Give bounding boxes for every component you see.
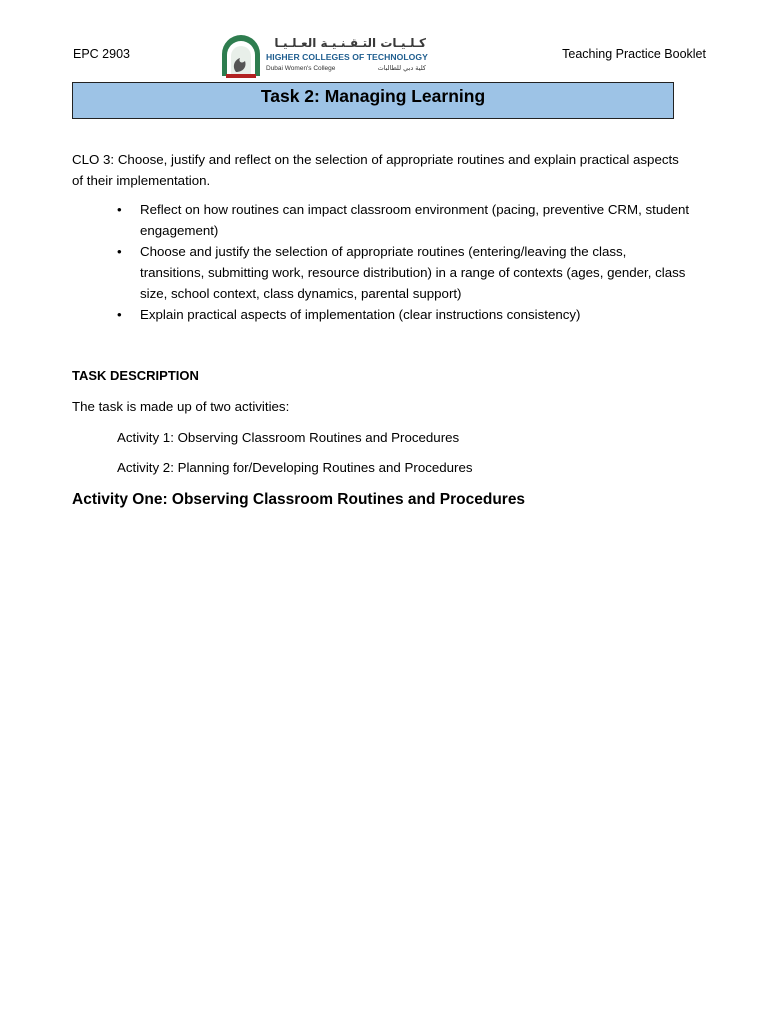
activity-one-heading: Activity One: Observing Classroom Routines and Procedures <box>72 491 526 508</box>
list-item <box>117 241 692 304</box>
bullet-icon: • <box>117 202 122 217</box>
logo-campus-arabic: كلية دبي للطالبات <box>377 64 426 72</box>
bullet-icon: • <box>117 307 122 322</box>
activity-item-1: Activity 1: Observing Classroom Routines and Procedures <box>117 430 460 445</box>
college-logo <box>218 34 428 78</box>
clo-section <box>72 149 692 325</box>
bullet-icon: • <box>117 244 122 259</box>
logo-english-name: HIGHER COLLEGES OF TECHNOLOGY <box>266 52 428 62</box>
course-code: EPC 2903 <box>73 47 130 61</box>
logo-campus-english: Dubai Women's College <box>266 65 336 72</box>
task-description-heading: TASK DESCRIPTION <box>72 368 199 383</box>
bullet-text: Reflect on how routines can impact classroom environment (pacing, preventive CRM, student engagement) <box>140 202 690 238</box>
list-item <box>117 199 692 241</box>
logo-arabic-name: كـلـيـات التـقـنـيـة العـلـيـا <box>274 36 426 50</box>
bullet-text: Choose and justify the selection of appropriate routines (entering/leaving the class, transitions, submitting work, resource distribution) in a range of contexts (ages, gender, class size, school context, class dynamics, parental support) <box>140 244 686 301</box>
clo-statement: CLO 3: Choose, justify and reflect on the selection of appropriate routines and explain practical aspects of their implementation. <box>72 152 679 188</box>
booklet-title: Teaching Practice Booklet <box>562 47 706 61</box>
bullet-text: Explain practical aspects of implementation (clear instructions consistency) <box>140 307 581 322</box>
list-item <box>117 304 692 325</box>
task-title-box <box>72 82 674 119</box>
clo-bullet-list <box>72 199 692 325</box>
task-title: Task 2: Managing Learning <box>260 86 486 106</box>
task-description-intro: The task is made up of two activities: <box>72 399 290 414</box>
activity-item-2: Activity 2: Planning for/Developing Routines and Procedures <box>117 460 473 475</box>
hct-emblem-icon <box>218 34 264 78</box>
